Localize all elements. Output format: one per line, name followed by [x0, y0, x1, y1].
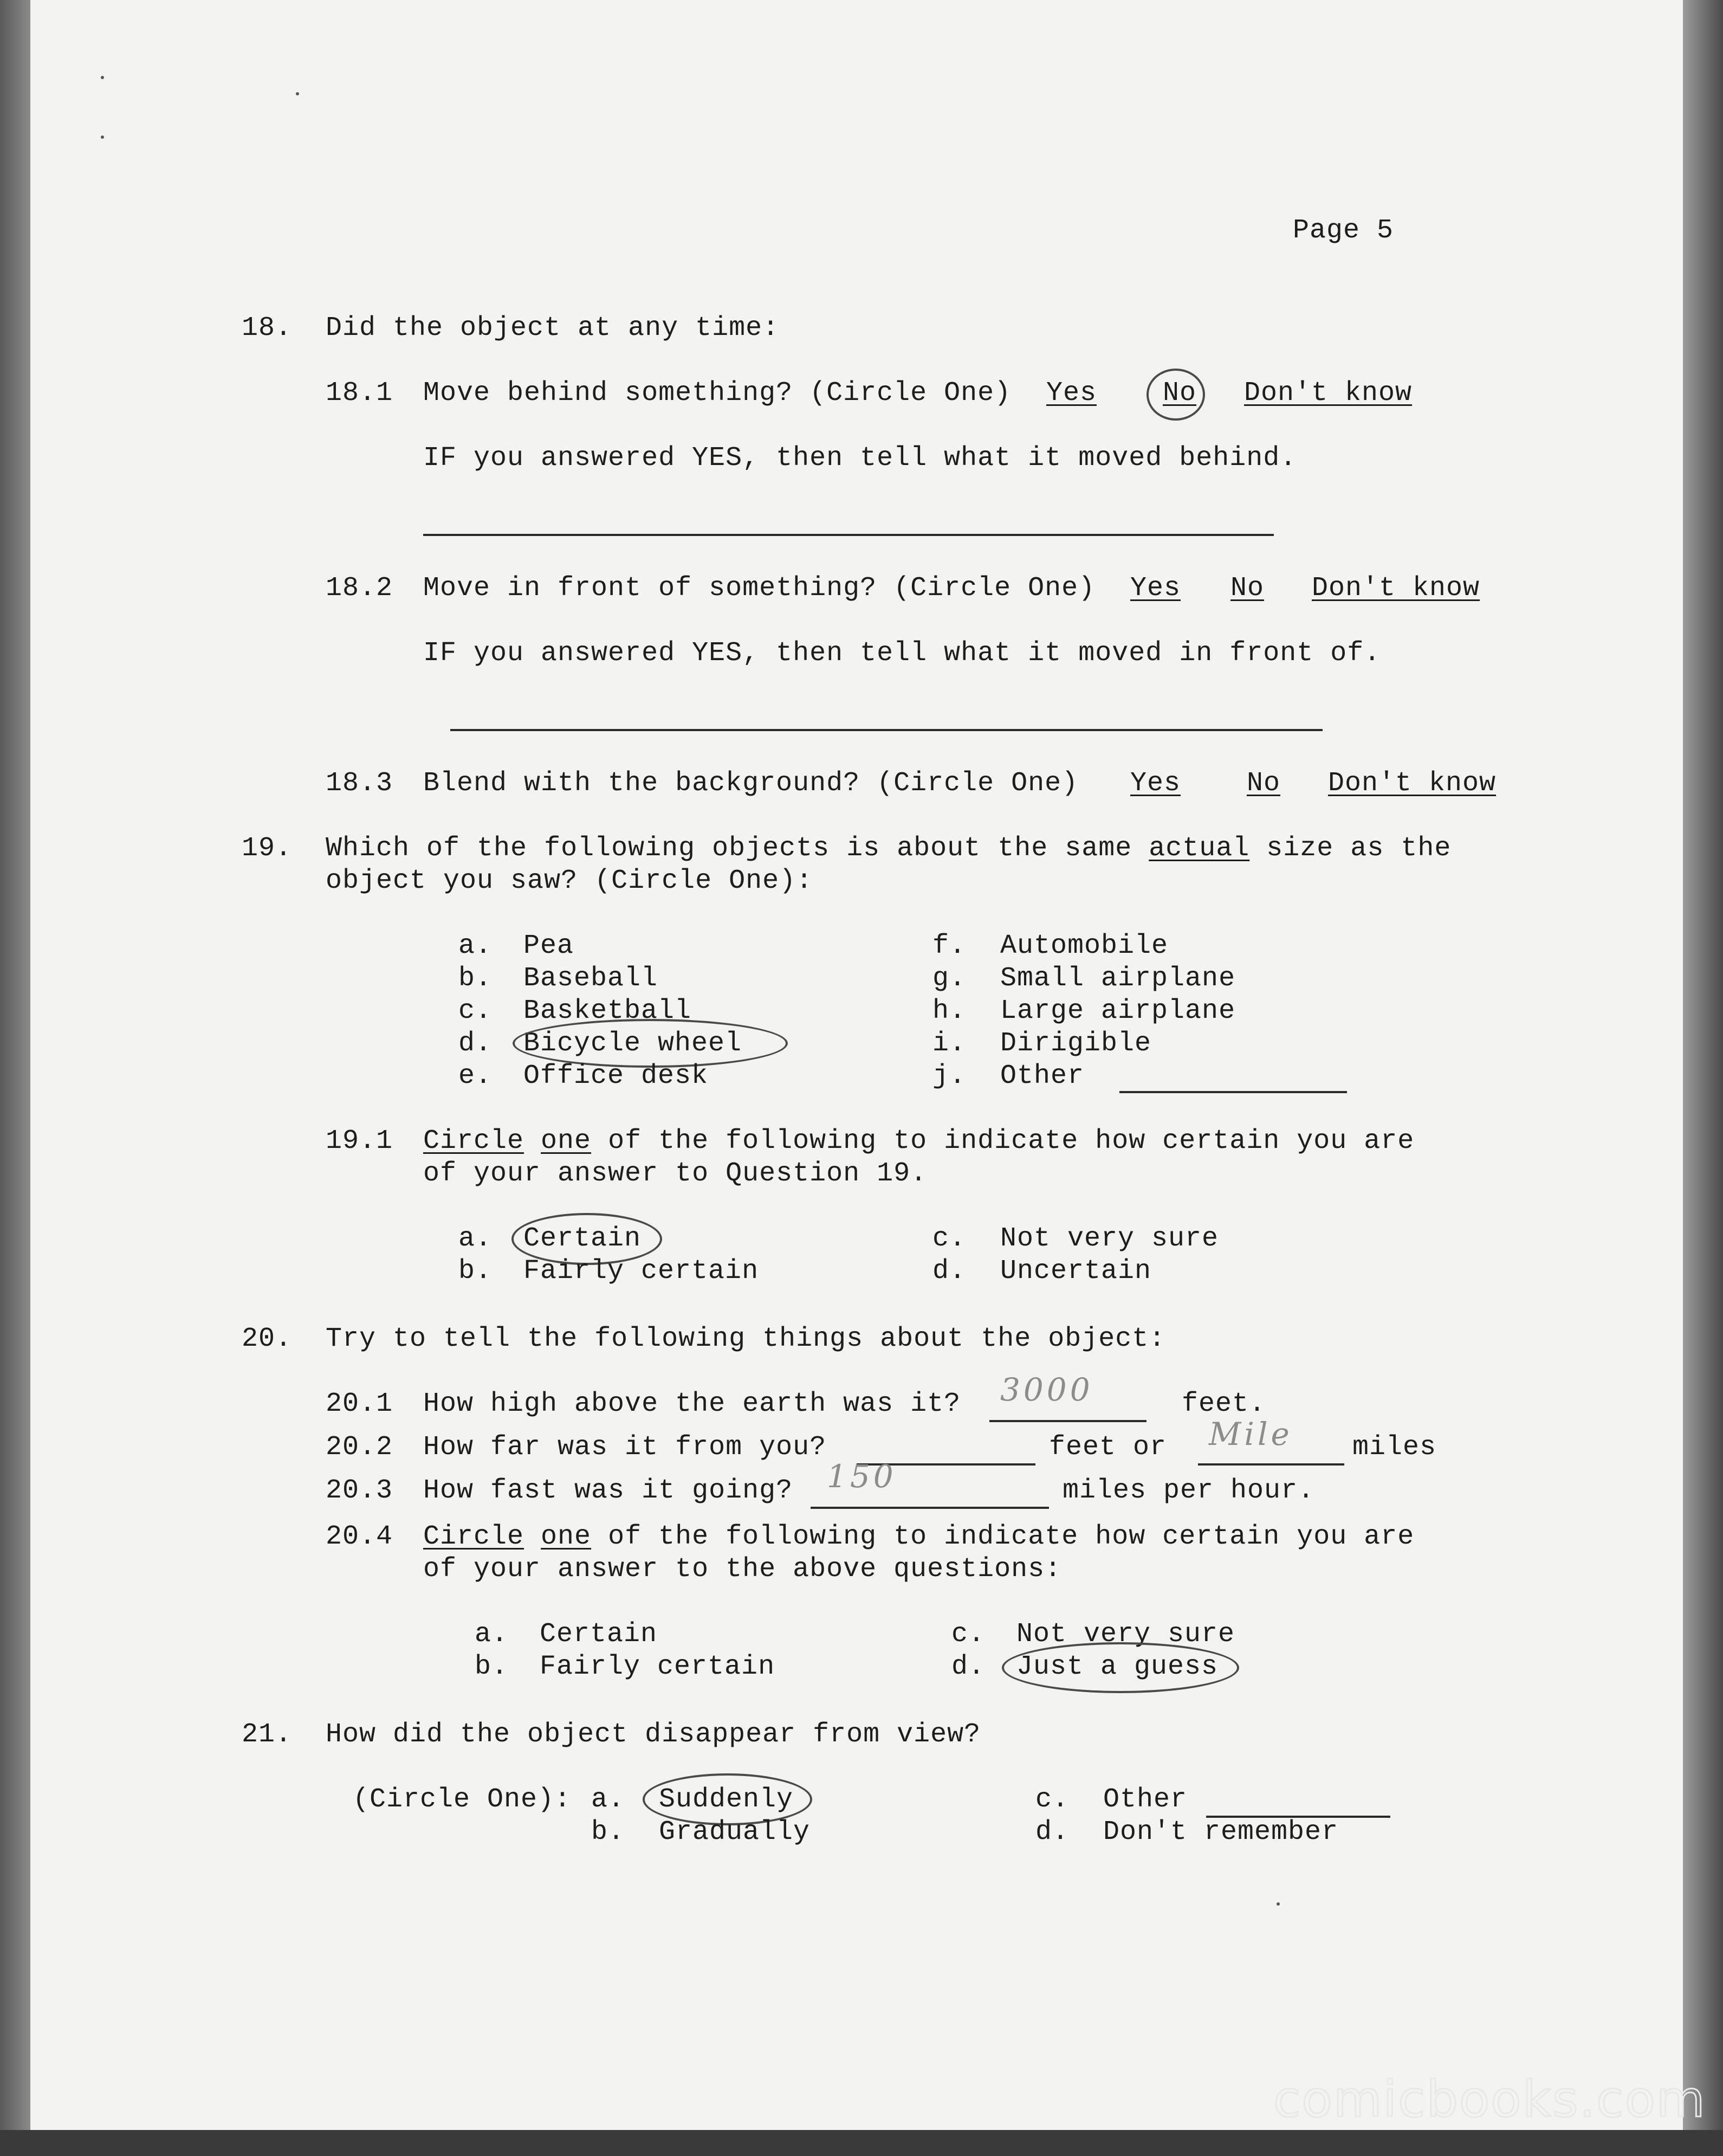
option-yes[interactable]: Yes: [1130, 573, 1181, 604]
option-fairly-certain[interactable]: Fairly certain: [540, 1651, 775, 1682]
option-letter: d.: [1035, 1817, 1070, 1848]
question-20-3-text: How fast was it going?: [423, 1475, 793, 1506]
option-not-very-sure[interactable]: Not very sure: [1000, 1223, 1219, 1254]
question-18-2-text: Move in front of something? (Circle One): [423, 573, 1096, 604]
question-18-3-number: 18.3: [326, 768, 393, 799]
option-letter: g.: [932, 963, 967, 994]
question-18-2-number: 18.2: [326, 573, 393, 604]
option-automobile[interactable]: Automobile: [1000, 931, 1169, 961]
option-letter: h.: [932, 996, 967, 1027]
option-letter: d.: [458, 1028, 493, 1059]
question-20-text: Try to tell the following things about the object:: [326, 1324, 1166, 1354]
option-letter: d.: [932, 1256, 967, 1287]
option-letter: c.: [951, 1619, 986, 1650]
question-19-1-line-1: Circle one of the following to indicate how certain you are: [423, 1126, 1415, 1157]
height-unit: feet.: [1182, 1389, 1266, 1419]
option-fairly-certain[interactable]: Fairly certain: [523, 1256, 759, 1287]
option-just-a-guess[interactable]: Just a guess: [1016, 1651, 1219, 1682]
option-dont-know[interactable]: Don't know: [1244, 378, 1413, 409]
question-18-3-text: Blend with the background? (Circle One): [423, 768, 1079, 799]
scan-speck: [101, 135, 104, 139]
question-18-2-followup: IF you answered YES, then tell what it moved in front of.: [423, 638, 1381, 669]
option-certain[interactable]: Certain: [523, 1223, 642, 1254]
option-letter: a.: [591, 1784, 625, 1815]
option-no[interactable]: No: [1230, 573, 1265, 604]
option-dont-remember[interactable]: Don't remember: [1103, 1817, 1339, 1848]
question-19-1-number: 19.1: [326, 1126, 393, 1157]
option-uncertain[interactable]: Uncertain: [1000, 1256, 1152, 1287]
option-other[interactable]: Other: [1103, 1784, 1188, 1815]
question-18-text: Did the object at any time:: [326, 313, 780, 344]
option-baseball[interactable]: Baseball: [523, 963, 658, 994]
scan-right-edge: [1683, 0, 1723, 2156]
option-letter: c.: [458, 996, 493, 1027]
option-suddenly[interactable]: Suddenly: [659, 1784, 794, 1815]
option-dont-know[interactable]: Don't know: [1312, 573, 1480, 604]
question-19-line-1: Which of the following objects is about the same actual size as the: [326, 833, 1452, 864]
question-18-1-text: Move behind something? (Circle One): [423, 378, 1012, 409]
question-18-number: 18.: [242, 313, 293, 344]
distance-unit-feet: feet or: [1049, 1432, 1167, 1463]
speed-unit: miles per hour.: [1063, 1475, 1315, 1506]
answer-circle: [1002, 1642, 1239, 1693]
option-certain[interactable]: Certain: [540, 1619, 658, 1650]
option-letter: b.: [458, 963, 493, 994]
other-answer-line[interactable]: [1119, 1091, 1347, 1093]
option-basketball[interactable]: Basketball: [523, 996, 692, 1027]
option-gradually[interactable]: Gradually: [659, 1817, 811, 1848]
question-21-prefix: (Circle One):: [353, 1784, 572, 1815]
option-letter: i.: [932, 1028, 967, 1059]
option-yes[interactable]: Yes: [1130, 768, 1181, 799]
question-20-4-number: 20.4: [326, 1521, 393, 1552]
scan-speck: [296, 92, 299, 95]
option-letter: j.: [932, 1061, 967, 1092]
height-answer[interactable]: 3000: [1000, 1371, 1093, 1408]
scan-speck: [101, 76, 104, 79]
question-20-4-line-1: Circle one of the following to indicate how certain you are: [423, 1521, 1415, 1552]
option-dont-know[interactable]: Don't know: [1328, 768, 1497, 799]
option-no[interactable]: No: [1247, 768, 1281, 799]
option-dirigible[interactable]: Dirigible: [1000, 1028, 1152, 1059]
height-answer-line[interactable]: [989, 1420, 1146, 1422]
distance-answer[interactable]: Mile: [1209, 1416, 1293, 1453]
watermark: comicbooks.com: [1273, 2070, 1706, 2128]
question-20-4-line-2: of your answer to the above questions:: [423, 1554, 1062, 1585]
speed-answer[interactable]: 150: [827, 1458, 897, 1495]
scan-speck: [1277, 1902, 1280, 1906]
question-20-number: 20.: [242, 1324, 293, 1354]
option-large-airplane[interactable]: Large airplane: [1000, 996, 1236, 1027]
question-20-3-number: 20.3: [326, 1475, 393, 1506]
option-letter: c.: [1035, 1784, 1070, 1815]
question-19-line-2: object you saw? (Circle One):: [326, 866, 813, 896]
option-not-very-sure[interactable]: Not very sure: [1016, 1619, 1235, 1650]
option-letter: b.: [591, 1817, 625, 1848]
option-other[interactable]: Other: [1000, 1061, 1085, 1092]
option-letter: f.: [932, 931, 967, 961]
option-letter: d.: [951, 1651, 986, 1682]
question-20-1-number: 20.1: [326, 1389, 393, 1419]
option-office-desk[interactable]: Office desk: [523, 1061, 709, 1092]
question-20-1-text: How high above the earth was it?: [423, 1389, 961, 1419]
question-20-2-text: How far was it from you?: [423, 1432, 827, 1463]
answer-circle: [1146, 369, 1205, 421]
option-letter: a.: [458, 1223, 493, 1254]
question-21-number: 21.: [242, 1719, 293, 1750]
option-yes[interactable]: Yes: [1046, 378, 1097, 409]
option-small-airplane[interactable]: Small airplane: [1000, 963, 1236, 994]
question-19-1-line-2: of your answer to Question 19.: [423, 1158, 928, 1189]
question-18-1-followup: IF you answered YES, then tell what it moved behind.: [423, 443, 1297, 474]
question-19-number: 19.: [242, 833, 293, 864]
option-letter: a.: [475, 1619, 509, 1650]
question-21-text: How did the object disappear from view?: [326, 1719, 981, 1750]
option-bicycle-wheel[interactable]: Bicycle wheel: [523, 1028, 742, 1059]
speed-answer-line[interactable]: [811, 1507, 1049, 1509]
answer-line-18-2[interactable]: [450, 729, 1323, 731]
question-20-2-number: 20.2: [326, 1432, 393, 1463]
answer-line-18-1[interactable]: [423, 534, 1274, 536]
page-number: Page 5: [1293, 215, 1394, 246]
scan-left-edge: [0, 0, 30, 2156]
scan-bottom-edge: [0, 2130, 1723, 2156]
option-pea[interactable]: Pea: [523, 931, 574, 961]
question-18-1-number: 18.1: [326, 378, 393, 409]
distance-miles-line[interactable]: [1198, 1463, 1344, 1466]
option-letter: c.: [932, 1223, 967, 1254]
option-letter: a.: [458, 931, 493, 961]
option-letter: b.: [458, 1256, 493, 1287]
document-page: [30, 0, 1683, 2130]
option-letter: b.: [475, 1651, 509, 1682]
option-letter: e.: [458, 1061, 493, 1092]
option-no[interactable]: No: [1163, 378, 1197, 409]
distance-unit-miles: miles: [1352, 1432, 1437, 1463]
